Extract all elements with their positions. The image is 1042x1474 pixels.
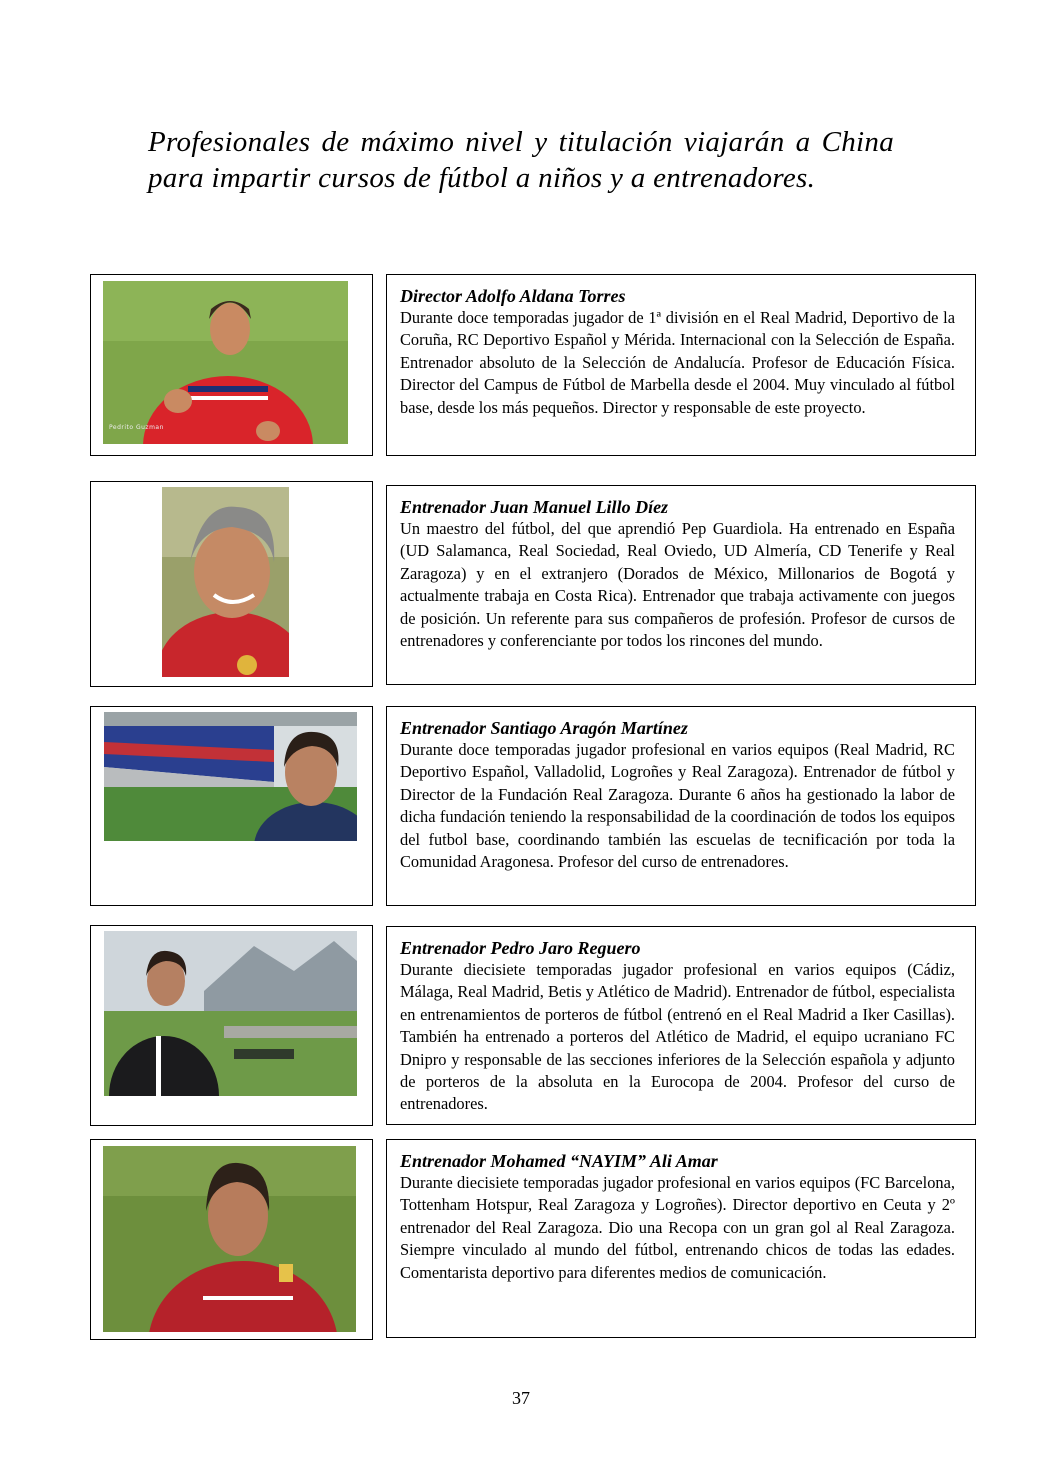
photo-caption: Pedrito Guzman (109, 424, 164, 431)
profile-text-box (386, 926, 976, 1125)
profile-description: Durante doce temporadas jugador profesional en varios equipos (Real Madrid, RC Deportivo Español, Valladolid, Logroñes y Real Zaragoza). Entrenador de fútbol y Director de la Fundación Real Zaragoza. Durante 6 años ha gestionado la labor de dicha fundación teniendo la responsabilidad de la coordinación de todos los equipos del futbol base, coordinando también las escuelas de tecnificación por toda la Comunidad Aragonesa. Profesor del curso de entrenadores. (400, 740, 955, 872)
profile-name: Entrenador Santiago Aragón Martínez (400, 718, 688, 738)
profile-name: Entrenador Mohamed “NAYIM” Ali Amar (400, 1151, 718, 1171)
profile-name: Entrenador Juan Manuel Lillo Díez (400, 497, 669, 517)
profile-description: Un maestro del fútbol, del que aprendió Pep Guardiola. Ha entrenado en España (UD Salamanca, Real Sociedad, Real Oviedo, UD Almería, CD Tenerife y Real Zaragoza) y en el extranjero (Dorados de México, Millonarios de Bogotá y actualmente trabaja en Costa Rica). Entrenador que trabaja activamente con juegos de posición. Un referente para sus compañeros de profesión. Profesor de cursos de entrenadores y conferenciante por todos los rincones del mundo. (400, 519, 955, 651)
profile-text-box (386, 274, 976, 456)
intro-text: Profesionales de máximo nivel y titulación viajarán a China para impartir cursos de fútbol a niños y a entrenadores. (148, 126, 894, 194)
photo-jaro (104, 931, 357, 1096)
page-number: 37 (512, 1388, 530, 1408)
profile-text-box (386, 706, 976, 906)
profile-description: Durante diecisiete temporadas jugador profesional en varios equipos (FC Barcelona, Tottenham Hotspur, Real Zaragoza y Logroñes). Director deportivo en Ceuta y 2º entrenador del Real Zaragoza. Dio una Recopa con un gran gol al Real Zaragoza. Siempre vinculado al mundo del fútbol, entrenando chicos de todas las edades. Comentarista deportivo para diferentes medios de comunicación. (400, 1173, 955, 1282)
profile-text-box (386, 485, 976, 685)
photo-nayim (103, 1146, 356, 1332)
profile-description: Durante diecisiete temporadas jugador profesional en varios equipos (Cádiz, Málaga, Real Madrid, Betis y Atlético de Madrid). Entrenador de fútbol, especialista en entrenamientos de porteros de fútbol (entrenó en el Real Madrid a Iker Casillas). También ha entrenado a porteros del Atlético de Madrid, el equipo ucraniano FC Dnipro y responsable de las secciones inferiores de la Selección española y adjunto de porteros de la absoluta en la Eurocopa de 2004. Profesor del curso de entrenadores. (400, 960, 955, 1114)
photo-aldana (103, 281, 348, 444)
profile-name: Director Adolfo Aldana Torres (400, 286, 626, 306)
profile-name: Entrenador Pedro Jaro Reguero (400, 938, 641, 958)
profile-text-box (386, 1139, 976, 1338)
profile-description: Durante doce temporadas jugador de 1ª división en el Real Madrid, Deportivo de la Coruña, RC Deportivo Español y Mérida. Internacional con la Selección de España. Entrenador absoluto de la Selección de Andalucía. Profesor de Educación Física. Director del Campus de Fútbol de Marbella desde el 2004. Muy vinculado al fútbol base, desde los más pequeños. Director y responsable de este proyecto. (400, 308, 955, 417)
photo-lillo (162, 487, 289, 677)
photo-aragon (104, 712, 357, 841)
